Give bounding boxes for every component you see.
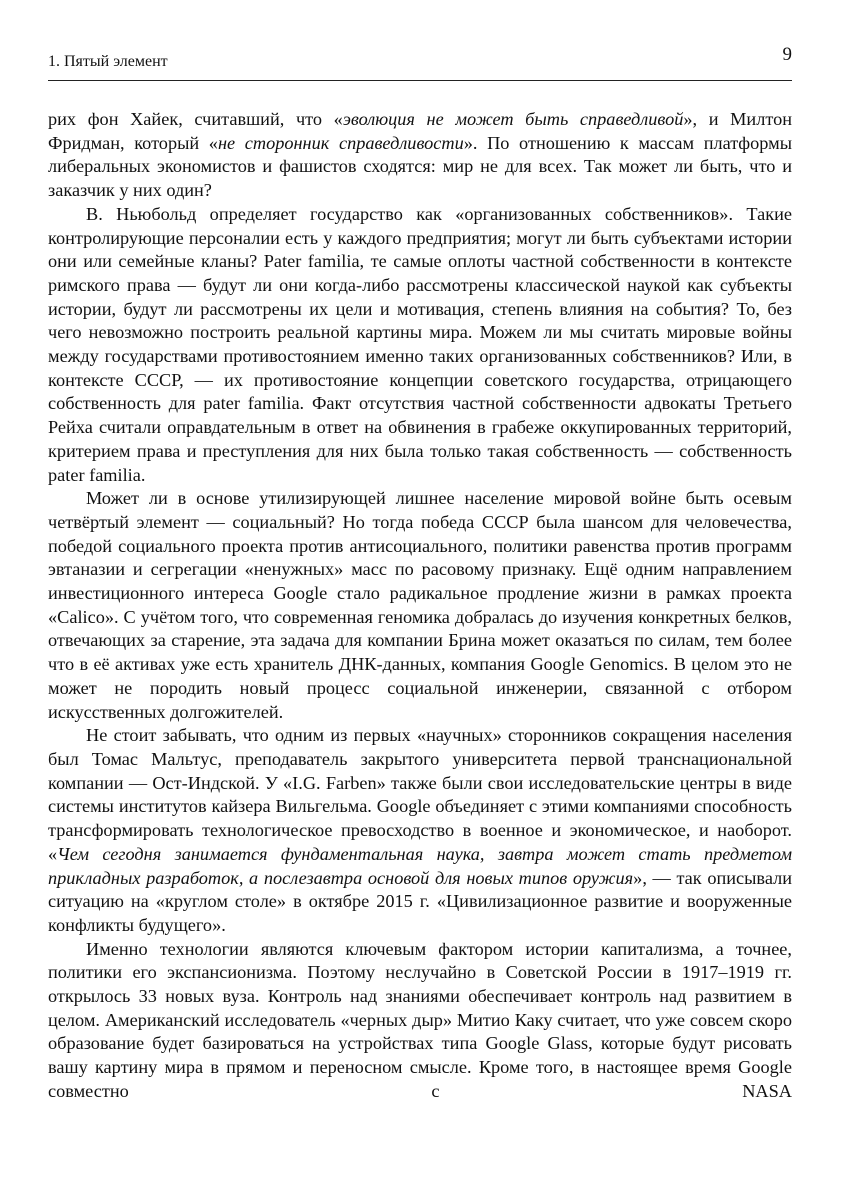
- quote-hayek: эволюция не может быть справедливой: [342, 109, 684, 129]
- quote-round-table: Чем сегодня занимается фундаментальная наука, завтра может стать предметом прикладных разработок, а послезавтра основой для новых типов оружия: [48, 843, 792, 888]
- paragraph-2: В. Ньюбольд определяет государство как «организованных собственников». Такие контролирующие персоналии есть у каждого предприятия; могут ли быть субъектами истории они или семейные кланы? Pater familia, те самые оплоты частной собственности в контексте римского права — будут ли они когда-либо рассмотрены классической наукой как субъекты истории, будут ли рассмотрены их цели и мотивация, степень влияния на события? То, без чего невозможно построить реальной картины мира. Можем ли мы считать мировые войны между государствами противостоянием именно таких организованных собственников? Или, в контексте СССР, — их противостояние концепции советского государства, отрицающего собственность для pater familia. Факт отсутствия частной собственности адвокаты Третьего Рейха считали оправдательным в ответ на обвинения в грабеже оккупированных территорий, критерием права и преступления для них была только такая собственность — собственность pater familia.: [48, 203, 792, 485]
- paragraph-1: [48, 108, 792, 203]
- paragraph-4-text-a: Не стоит забывать, что одним из первых «научных» сторонников сокращения населения был Томас Мальтус, преподаватель закрытого университета первой транснациональной компании — Ост-Индской. У «I.G. Farben» также были свои исследовательские центры в виде системы институтов кайзера Вильгельма. Google объединяет с этими компаниями способность трансформировать технологическое превосходство в военное и экономическое, и наоборот. «: [48, 725, 792, 864]
- paragraph-4: [48, 724, 792, 937]
- body-text: [48, 108, 792, 1104]
- paragraph-1-text-c: », и Милтон Фридман, который «: [48, 109, 792, 153]
- header-rule: [48, 80, 792, 81]
- paragraph-4-text-c: », — так описывали ситуацию на «круглом столе» в октябре 2015 г. «Цивилизационное развитие и вооруженные конфликты будущего».: [48, 867, 792, 935]
- paragraph-1-text-e: ». По отношению к массам платформы либеральных экономистов и фашистов сходятся: мир не для всех. Так может ли быть, что и заказчик у них один?: [48, 132, 792, 201]
- paragraph-3: Может ли в основе утилизирующей лишнее население мировой войне быть осевым четвёртый элемент — социальный? Но тогда победа СССР была шансом для человечества, победой социального проекта против антисоциального, политики равенства против программ эвтаназии и сегрегации «ненужных» масс по расовому признаку. Ещё одним направлением инвестиционного интереса Google стало радикальное продление жизни в рамках проекта «Calico». С учётом того, что современная геномика добралась до изучения конкретных белков, отвечающих за старение, эта задача для компании Брина может оказаться по силам, тем более что в её активах уже есть хранитель ДНК-данных, компания Google Genomics. В целом это не может не породить новый процесс социальной инженерии, связанной с отбором искусственных долгожителей.: [48, 488, 792, 722]
- paragraph-5: Именно технологии являются ключевым фактором истории капитализма, а точнее, политики его экспансионизма. Поэтому неслучайно в Советской России в 1917–1919 гг. открылось 33 новых вуза. Контроль над знаниями обеспечивает контроль над развитием в целом. Американский исследователь «черных дыр» Митио Каку считает, что уже совсем скоро образование будет базироваться на устройствах типа Google Glass, которые будут рисовать вашу картину мира в прямом и переносном смысле. Кроме того, в настоящее время Google совместно с NASA: [48, 938, 792, 1101]
- running-head-chapter: 1. Пятый элемент: [48, 53, 168, 70]
- paragraph-1-text-a: рих фон Хайек, считавший, что «: [48, 109, 343, 129]
- quote-friedman: не сторонник справедливости: [217, 132, 464, 153]
- page-number: 9: [782, 44, 792, 65]
